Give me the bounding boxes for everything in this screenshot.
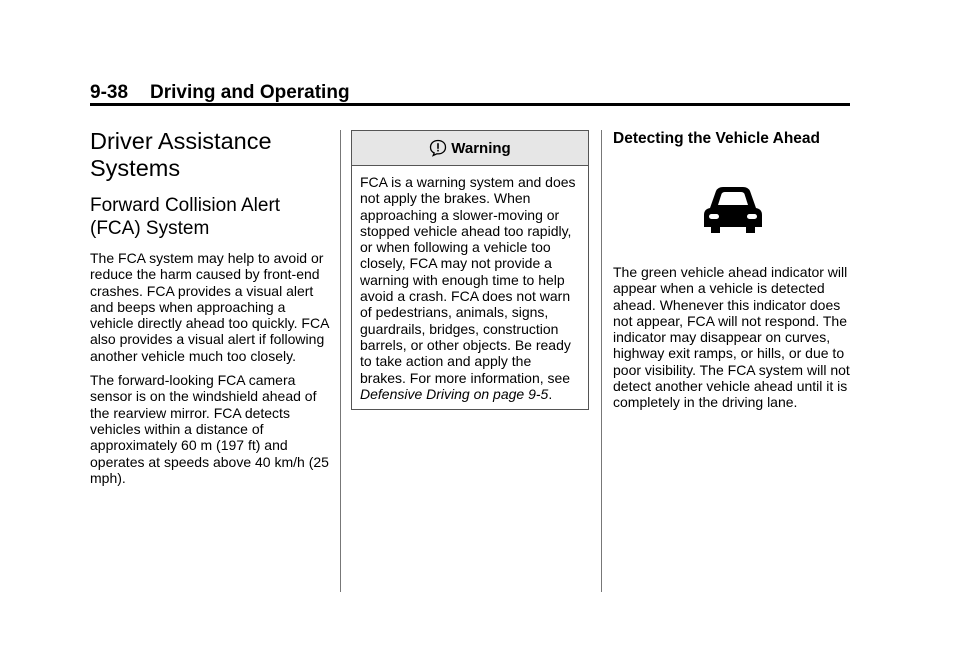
column-divider	[601, 130, 602, 592]
header-rule	[90, 103, 850, 106]
warning-text: FCA is a warning system and does not apply the brakes. When approaching a slower-moving or stopped vehicle ahead too rapidly, or when following a vehicle too closely, FCA may not provide a warning with enough time to help avoid a crash. FCA does not warn of pedestrians, animals, signs, guardrails, bridges, construction barrels, or other objects. Be ready to take action and apply the brakes. For more information, see Defensive Driving on page 9-5.	[360, 174, 576, 402]
column-divider	[340, 130, 341, 592]
section-title: Driving and Operating	[150, 82, 350, 103]
right-column	[613, 130, 853, 411]
warning-title: Warning	[451, 139, 511, 157]
warning-header	[352, 131, 588, 166]
subsection-heading: Forward Collision Alert (FCA) System	[90, 195, 281, 239]
left-column	[90, 128, 330, 494]
section-heading: Driver Assistance Systems	[90, 128, 272, 181]
page-number: 9-38	[90, 82, 129, 103]
paragraph: The forward-looking FCA camera sensor is on the windshield ahead of the rearview mirror. FCA detects vehicles within a distance of approximately 60 m (197 ft) and operates at speeds above 40 km/h (25 mph).	[90, 372, 329, 486]
subsection-heading: Detecting the Vehicle Ahead	[613, 130, 821, 147]
paragraph: The green vehicle ahead indicator will appear when a vehicle is detected ahead. Whenever this indicator does not appear, FCA will not respond. The indicator may disappear on curves, highway exit ramps, or hills, or due to poor visibility. The FCA system will not detect another vehicle ahead until it is completely in the driving lane.	[613, 264, 850, 411]
warning-box	[351, 130, 589, 410]
cross-reference-link[interactable]: Defensive Driving on page 9-5	[360, 385, 549, 402]
vehicle-ahead-icon	[702, 184, 764, 239]
page-header	[90, 82, 850, 104]
warning-icon	[429, 139, 447, 157]
paragraph: The FCA system may help to avoid or reduce the harm caused by front-end crashes. FCA provides a visual alert and beeps when approaching a vehicle directly ahead too quickly. FCA also provides a visual alert if following another vehicle much too closely.	[90, 250, 329, 364]
